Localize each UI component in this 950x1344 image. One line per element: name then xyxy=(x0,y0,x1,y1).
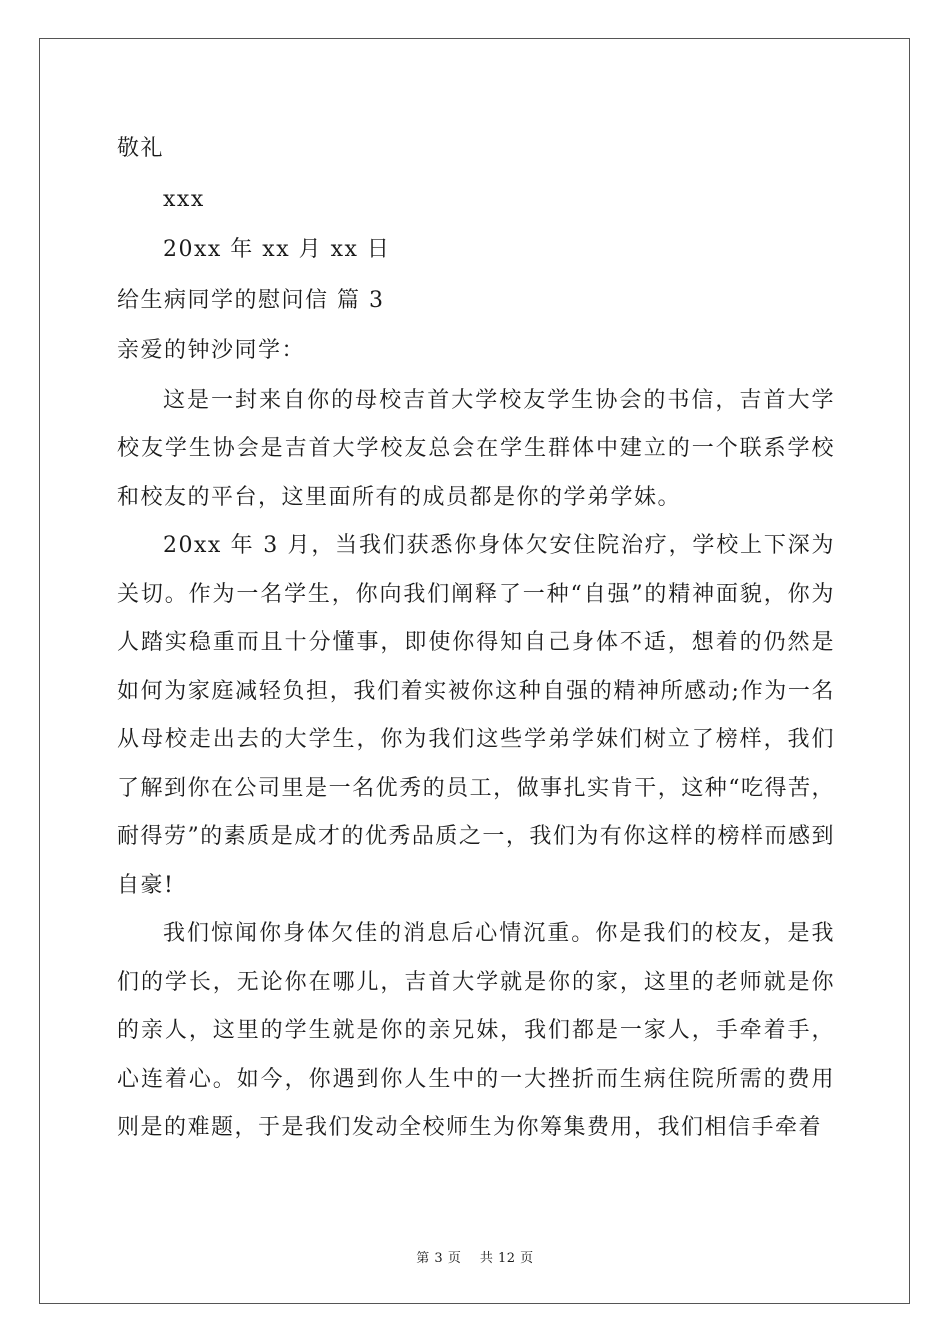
paragraph: 20xx 年 3 月，当我们获悉你身体欠安住院治疗，学校上下深为关切。作为一名学生，你向我们阐释了一种“自强”的精神面貌，你为人踏实稳重而且十分懂事，即使你得知自己身体不适，想着的仍然是如何为家庭减轻负担，我们着实被你这种自强的精神所感动;作为一名从母校走出去的大学生，你为我们这些学弟学妹们树立了榜样，我们了解到你在公司里是一名优秀的员工，做事扎实肯干，这种“吃得苦，耐得劳”的素质是成才的优秀品质之一，我们为有你这样的榜样而感到自豪! xyxy=(117,533,835,898)
page-footer xyxy=(0,1247,950,1266)
salutation: 亲爱的钟沙同学： xyxy=(117,338,306,363)
page-number: 第 3 页 xyxy=(416,1251,462,1266)
page-total: 共 12 页 xyxy=(479,1251,534,1266)
date: 20xx 年 xx 月 xx 日 xyxy=(163,237,391,262)
paragraph: 我们惊闻你身体欠佳的消息后心情沉重。你是我们的校友，是我们的学长，无论你在哪儿，吉首大学就是你的家，这里的老师就是你的亲人，这里的学生就是你的亲兄妹，我们都是一家人，手牵着手，心连着心。如今，你遇到你人生中的一大挫折而生病住院所需的费用则是的难题，于是我们发动全校师生为你筹集费用，我们相信手牵着 xyxy=(117,921,835,1140)
paragraph: 这是一封来自你的母校吉首大学校友学生协会的书信，吉首大学校友学生协会是吉首大学校友总会在学生群体中建立的一个联系学校和校友的平台，这里面所有的成员都是你的学弟学妹。 xyxy=(117,387,835,510)
signature: xxx xyxy=(163,186,205,212)
letter-heading: 给生病同学的慰问信 篇 3 xyxy=(117,287,385,313)
letter-body xyxy=(117,124,835,1153)
closing: 敬礼 xyxy=(117,136,165,161)
